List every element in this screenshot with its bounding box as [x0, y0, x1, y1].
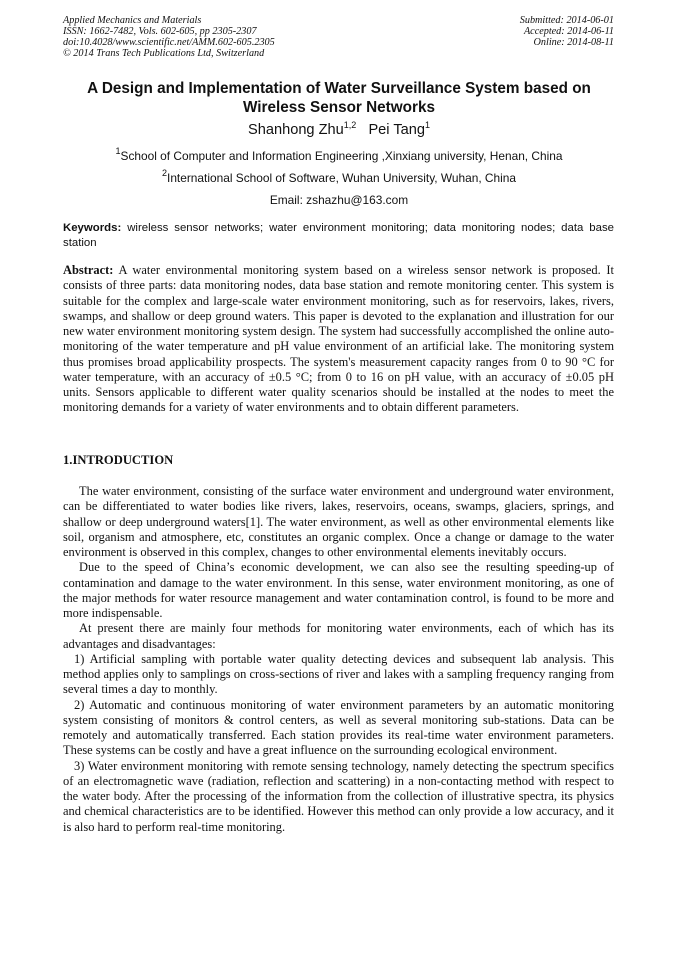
- intro-paragraph: At present there are mainly four methods for monitoring water environments, each of which has its advantages and disadvantages:: [63, 621, 614, 651]
- introduction-body: [63, 484, 614, 835]
- affiliation-1-text: School of Computer and Information Engineering ,Xinxiang university, Henan, China: [120, 149, 563, 163]
- keywords-label: Keywords:: [63, 222, 122, 234]
- author-1-affiliation-marker: 1,2: [343, 120, 357, 130]
- doi-line: doi:10.4028/www.scientific.net/AMM.602-605.2305: [63, 36, 275, 48]
- intro-list-item: 3) Water environment monitoring with remote sensing technology, namely detecting the spectrum specifics of an electromagnetic wave (radiation, reflection and scattering) in a non-contacting method with respect to the water body. After the processing of the information from the collection of illustrative spectra, its physics and chemical characteristics are to be identified. However this method can only provide a low accuracy, and it is also hard to perform real-time monitoring.: [63, 758, 614, 834]
- abstract: [63, 263, 614, 416]
- accepted-date: Accepted: 2014-06-11: [523, 25, 614, 37]
- affiliation-1-marker: 1: [115, 146, 121, 156]
- abstract-label: Abstract:: [63, 263, 114, 277]
- author-2-affiliation-marker: 1: [424, 120, 430, 130]
- intro-paragraph: Due to the speed of China’s economic development, we can also see the resulting speeding-up of contamination and damage to the water environment. In this sense, water environment monitoring, as one of the major methods for water resource management and water contamination control, is found to be more and more indispensable.: [63, 560, 614, 620]
- title-line-2: Wireless Sensor Networks: [242, 98, 435, 116]
- keywords-text: wireless sensor networks; water environment monitoring; data monitoring nodes; data base station: [63, 222, 614, 250]
- title-line-1: A Design and Implementation of Water Surveillance System based on: [87, 80, 591, 97]
- abstract-text: A water environmental monitoring system based on a wireless sensor network is proposed. It consists of three parts: data monitoring nodes, data base station and remote monitoring center. This system is suitable for the complex and large-scale water environment monitoring, such as for reservoirs, lakes, rivers, swamps, and shallow or deep ground waters. This paper is devoted to the explanation and illustration for our new water environment monitoring system design. The system had successfully accomplished the online auto-monitoring of the water temperature and pH value environment of an artificial lake. The monitoring system thus promises broad applicability prospects. The system's measurement capacity ranges from 0 to 90 °C for water temperature, with an accuracy of ±0.5 °C; from 0 to 16 on pH value, with an accuracy of ±0.05 pH units. Sensors applicable to different water quality scenarios should be installed at the nodes to meet the monitoring demands for a variety of water environments and to obtain different parameters.: [63, 263, 614, 415]
- issn-line: ISSN: 1662-7482, Vols. 602-605, pp 2305-2307: [63, 25, 257, 37]
- section-heading-introduction: 1.INTRODUCTION: [63, 453, 174, 467]
- affiliation-2: [0, 168, 678, 186]
- affiliation-1: [0, 146, 678, 164]
- author-list: [0, 121, 678, 139]
- author-2: Pei Tang: [368, 122, 425, 138]
- publication-dates: [520, 16, 614, 49]
- affiliation-2-marker: 2: [162, 168, 168, 178]
- keywords: [63, 221, 614, 252]
- online-date: Online: 2014-08-11: [533, 36, 614, 48]
- intro-list-item: 2) Automatic and continuous monitoring of water environment parameters by an automatic monitoring system consisting of monitors & control centers, as well as several monitoring sub-stations. Data can be remotely and automatically transferred. Each station provides its real-time water environment parameters. These systems can be costly and have a great influence on the surrounding ecological environment.: [63, 697, 614, 758]
- journal-info: [63, 16, 275, 60]
- journal-name: Applied Mechanics and Materials: [63, 15, 202, 26]
- paper-title: [50, 80, 628, 117]
- author-1: Shanhong Zhu: [248, 122, 344, 138]
- submitted-date: Submitted: 2014-06-01: [519, 15, 614, 26]
- affiliation-2-text: International School of Software, Wuhan University, Wuhan, China: [167, 171, 516, 185]
- author-email: Email: zshazhu@163.com: [269, 193, 409, 207]
- intro-paragraph: The water environment, consisting of the surface water environment and underground water environment, can be differentiated to water bodies like rivers, lakes, reservoirs, oceans, swamps, glaciers, springs, and shallow or deep underground waters[1]. The water environment, as well as other environmental elements like soil, organism and atmosphere, etc, constitutes an organic complex. Once a change or damage to the water environment is observed in this complex, changes to other environmental elements inevitably occurs.: [63, 484, 614, 559]
- intro-list-item: 1) Artificial sampling with portable water quality detecting devices and subsequent lab analysis. This method applies only to samplings on cross-sections of river and lakes with a sampling frequency ranging from several times a day to monthly.: [63, 651, 614, 697]
- copyright-line: © 2014 Trans Tech Publications Ltd, Switzerland: [63, 47, 265, 59]
